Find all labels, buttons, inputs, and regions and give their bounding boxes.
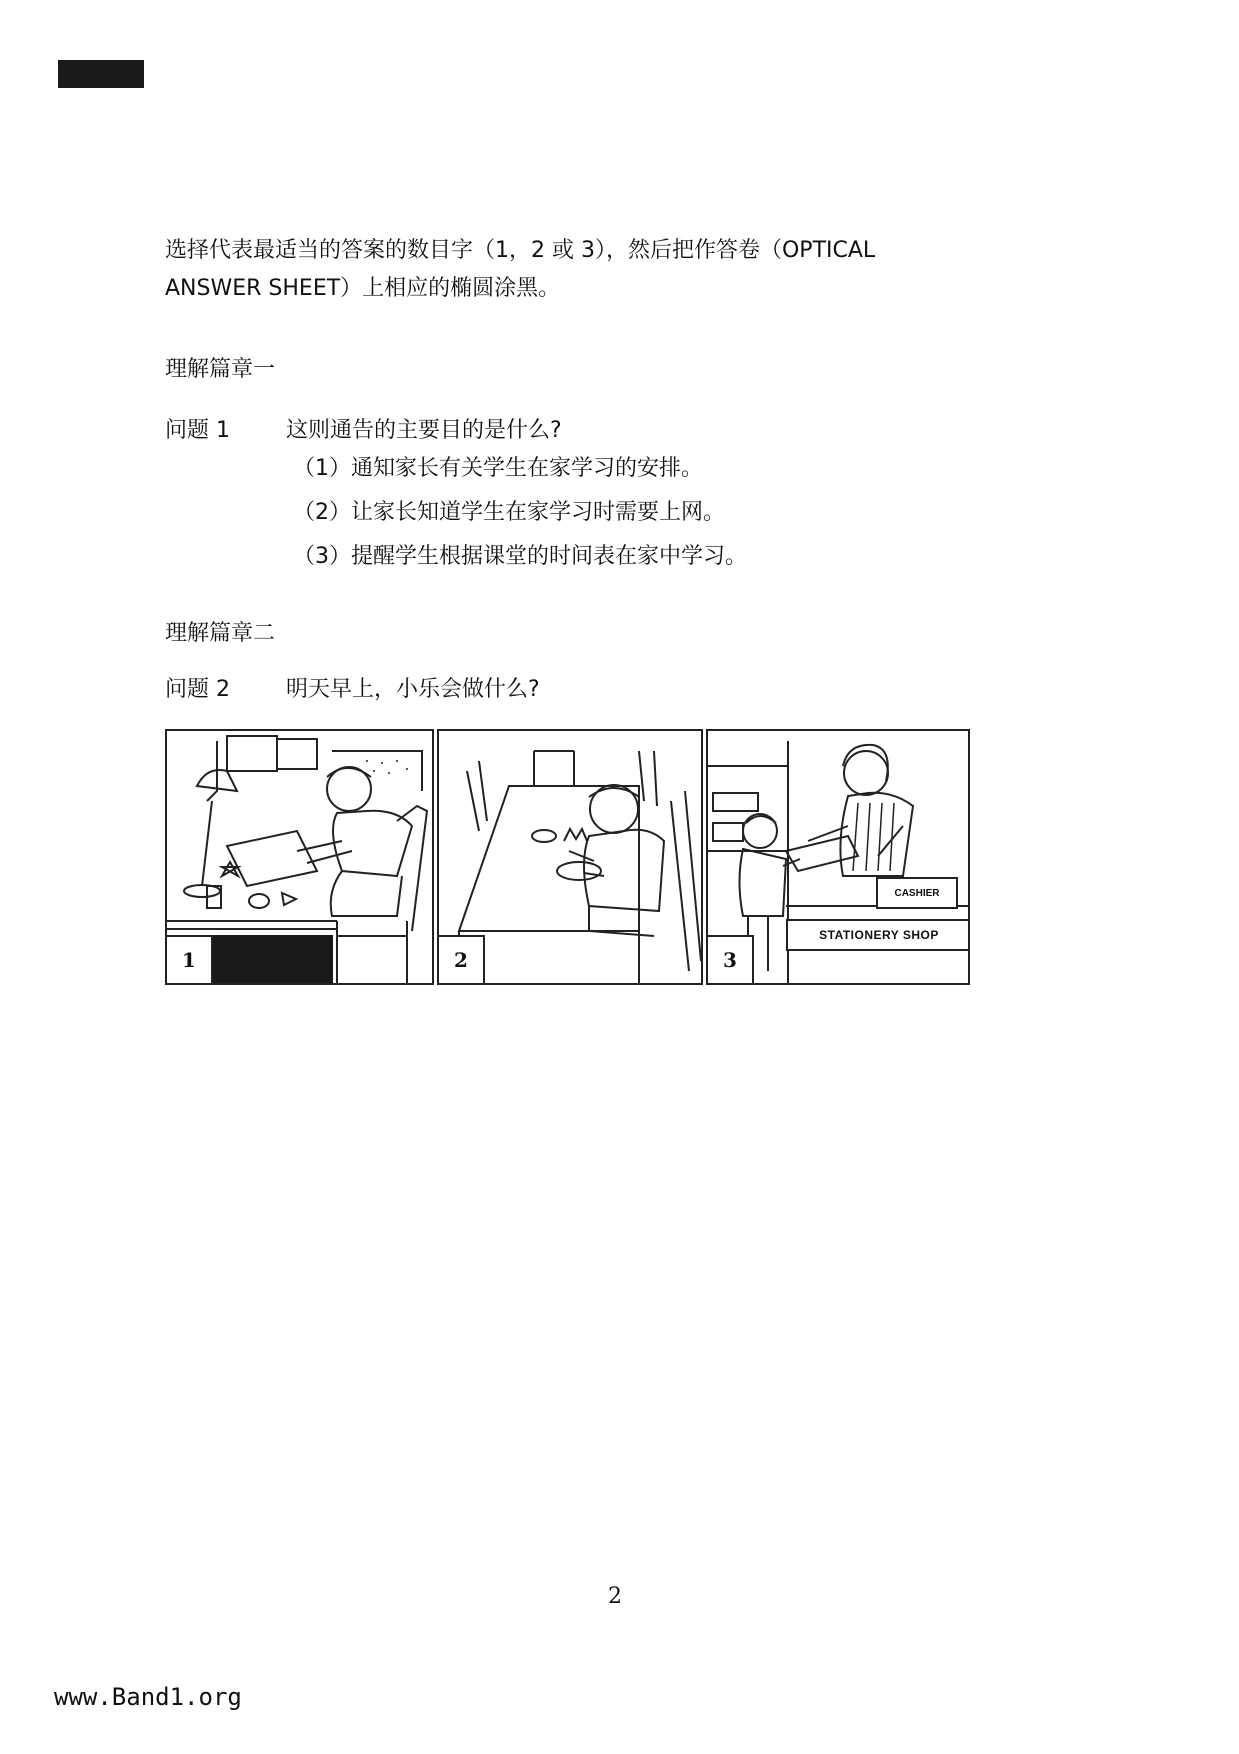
question-2-text: 明天早上，小乐会做什么? [286,677,540,702]
redaction-block [58,60,144,88]
picture-options [165,729,975,987]
question-2-label: 问题 2 [165,677,230,702]
section-2-title: 理解篇章二 [165,621,276,646]
footer-url: www.Band1.org [54,1683,242,1711]
question-1-option-3: （3）提醒学生根据课堂的时间表在家中学习。 [293,544,747,569]
picture-number-2: 2 [439,935,485,983]
instructions-line-2: ANSWER SHEET）上相应的椭圆涂黑。 [165,276,561,301]
cashier-sign: CASHIER [876,877,958,909]
picture-number-3: 3 [708,935,754,983]
section-1-title: 理解篇章一 [165,357,276,382]
picture-option-2 [437,729,703,985]
instructions [165,232,1100,308]
picture-number-1: 1 [167,935,213,983]
question-1-option-1: （1）通知家长有关学生在家学习的安排。 [293,456,703,481]
instructions-line-1: 选择代表最适当的答案的数目字（1，2 或 3），然后把作答卷（OPTICAL [165,238,876,263]
picture-option-1 [165,729,434,985]
question-1-text: 这则通告的主要目的是什么? [286,418,562,443]
picture-option-3 [706,729,970,985]
question-1-label: 问题 1 [165,418,230,443]
redaction-block [213,935,333,983]
page-number: 2 [608,1584,622,1609]
question-1-option-2: （2）让家长知道学生在家学习时需要上网。 [293,500,725,525]
stationery-shop-sign: STATIONERY SHOP [786,919,970,951]
